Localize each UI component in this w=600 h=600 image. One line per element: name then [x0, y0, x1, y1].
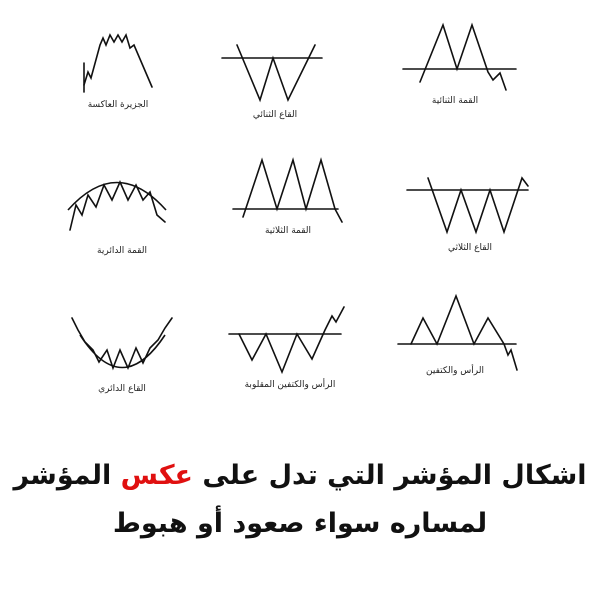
island-reversal-shape	[84, 35, 152, 92]
label-triple-bottom: القاع الثلاثي	[447, 243, 493, 253]
caption-line-1-part-1: اشكال المؤشر التي تدل على	[202, 460, 587, 491]
rounding-bottom-shape	[72, 318, 172, 368]
label-triple-top: القمة الثلاثية	[264, 226, 312, 236]
inverse-head-shoulders-shape	[229, 307, 344, 372]
double-bottom-shape	[222, 45, 322, 100]
label-double-top: القمة الثنائية	[431, 96, 479, 106]
caption-line-1-part-2: المؤشر	[13, 460, 112, 491]
head-shoulders-shape	[398, 296, 517, 370]
label-rounding-bottom: القاع الدائري	[98, 384, 146, 394]
triple-bottom-shape	[407, 178, 528, 232]
label-rounding-top: القمة الدائرية	[97, 246, 147, 256]
label-head-shoulders: الرأس والكتفين	[426, 366, 484, 376]
rounding-top-shape	[68, 182, 166, 230]
caption-line-2: لمساره سواء صعود أو هبوط	[112, 508, 488, 539]
triple-top-shape	[233, 160, 342, 222]
double-top-shape	[403, 25, 516, 90]
label-double-bottom: القاع الثنائي	[252, 110, 298, 120]
label-inverse-head-shoulders: الرأس والكتفين المقلوبة	[244, 380, 336, 390]
label-island-reversal: الجزيرة العاكسة	[87, 100, 149, 110]
caption-line-1	[0, 460, 600, 491]
caption-accent-word: عكس	[120, 460, 193, 491]
